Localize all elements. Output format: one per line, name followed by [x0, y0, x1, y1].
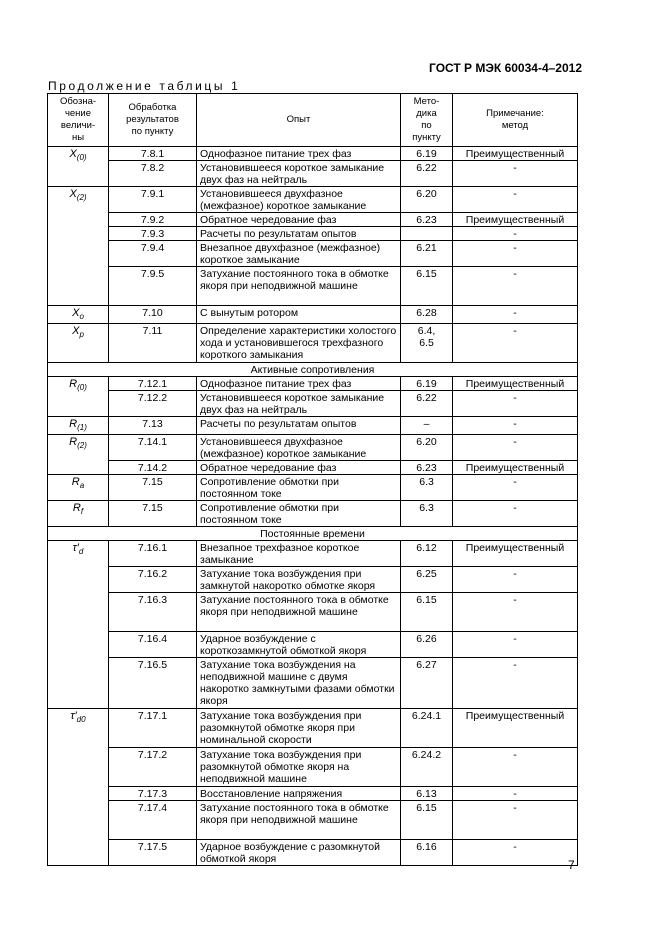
cell-method: 6.3 [401, 501, 453, 527]
cell-test: Расчеты по результатам опытов [197, 417, 401, 435]
cell-method: 6.4, 6.5 [401, 324, 453, 363]
cell-test: Обратное чередование фаз [197, 461, 401, 475]
cell-method: 6.23 [401, 461, 453, 475]
cell-note: Преимущественный [453, 541, 578, 567]
cell-processing: 7.11 [109, 324, 197, 363]
cell-test: Затухание тока возбуждения при замкнутой накоротко обмотке якоря [197, 567, 401, 593]
cell-processing: 7.17.5 [109, 840, 197, 866]
cell-note: - [453, 840, 578, 866]
cell-test: Обратное чередование фаз [197, 213, 401, 227]
cell-processing: 7.14.1 [109, 435, 197, 461]
cell-processing: 7.9.3 [109, 227, 197, 241]
cell-note: Преимущественный [453, 461, 578, 475]
cell-test: Установившееся двухфазное (межфазное) короткое замыкание [197, 435, 401, 461]
cell-test: Ударное возбуждение с разомкнутой обмоткой якоря [197, 840, 401, 866]
cell-processing: 7.13 [109, 417, 197, 435]
cell-note: - [453, 787, 578, 801]
cell-method: 6.19 [401, 377, 453, 391]
page-number: 7 [568, 858, 575, 872]
cell-processing: 7.15 [109, 501, 197, 527]
symbol-rf: $R_f$ [48, 501, 109, 527]
cell-method: 6.28 [401, 306, 453, 324]
cell-processing: 7.16.4 [109, 632, 197, 658]
cell-processing: 7.16.2 [109, 567, 197, 593]
cell-test: Затухание постоянного тока в обмотке якоря при неподвижной машине [197, 593, 401, 632]
cell-method: 6.25 [401, 567, 453, 593]
cell-test: Сопротивление обмотки при постоянном токе [197, 475, 401, 501]
cell-test: Однофазное питание трех фаз [197, 147, 401, 161]
cell-test: Затухание тока возбуждения при разомкнутой обмотке якоря при номинальной скорости [197, 709, 401, 748]
cell-method: 6.13 [401, 787, 453, 801]
cell-processing: 7.17.1 [109, 709, 197, 748]
cell-test: Затухание тока возбуждения на неподвижной машине с двумя накоротко замкнутыми фазами обмотки якоря [197, 658, 401, 709]
cell-method: 6.12 [401, 541, 453, 567]
symbol-x0: $X_{(0)}$ [48, 147, 109, 187]
cell-test: Внезапное двухфазное (межфазное) короткое замыкание [197, 241, 401, 267]
cell-processing: 7.15 [109, 475, 197, 501]
cell-method: 6.24.1 [401, 709, 453, 748]
col-header-method: Мето- дика по пункту [401, 94, 453, 147]
cell-method: 6.23 [401, 213, 453, 227]
col-header-processing: Обработка результатов по пункту [109, 94, 197, 147]
symbol-r2: $R_{(2)}$ [48, 435, 109, 475]
cell-processing: 7.8.2 [109, 161, 197, 187]
cell-processing: 7.16.1 [109, 541, 197, 567]
symbol-ra: $R_a$ [48, 475, 109, 501]
cell-note: - [453, 632, 578, 658]
cell-note: - [453, 501, 578, 527]
symbol-xp: $X_p$ [48, 324, 109, 363]
cell-note: - [453, 435, 578, 461]
symbol-tau-d: $\tau'_d$ [48, 541, 109, 709]
cell-note: - [453, 306, 578, 324]
cell-test: Внезапное трехфазное короткое замыкание [197, 541, 401, 567]
cell-method: 6.24.2 [401, 748, 453, 787]
cell-processing: 7.16.3 [109, 593, 197, 632]
cell-method: 6.15 [401, 267, 453, 306]
cell-method [401, 227, 453, 241]
cell-note: Преимущественный [453, 377, 578, 391]
cell-test: Сопротивление обмотки при постоянном токе [197, 501, 401, 527]
cell-note: - [453, 801, 578, 840]
cell-test: Восстановление напряжения [197, 787, 401, 801]
section-active-resistances: Активные сопротивления [48, 363, 578, 377]
cell-note: - [453, 187, 578, 213]
cell-method: 6.21 [401, 241, 453, 267]
cell-note: Преимущественный [453, 213, 578, 227]
cell-processing: 7.17.2 [109, 748, 197, 787]
cell-note: - [453, 161, 578, 187]
cell-method: 6.15 [401, 593, 453, 632]
cell-processing: 7.12.2 [109, 391, 197, 417]
cell-note: - [453, 391, 578, 417]
cell-method: 6.20 [401, 187, 453, 213]
symbol-tau-d0: $\tau'_{d0}$ [48, 709, 109, 866]
cell-method: 6.26 [401, 632, 453, 658]
cell-test: Затухание постоянного тока в обмотке якоря при неподвижной машине [197, 267, 401, 306]
tests-table [47, 93, 578, 866]
cell-note: - [453, 593, 578, 632]
cell-method: 6.19 [401, 147, 453, 161]
symbol-r1: $R_{(1)}$ [48, 417, 109, 435]
cell-processing: 7.9.4 [109, 241, 197, 267]
cell-processing: 7.10 [109, 306, 197, 324]
document-header: ГОСТ Р МЭК 60034-4–2012 [429, 61, 582, 75]
cell-processing: 7.17.3 [109, 787, 197, 801]
col-header-note: Примечание: метод [453, 94, 578, 147]
table-caption: Продолжение таблицы 1 [48, 79, 241, 93]
cell-processing: 7.16.5 [109, 658, 197, 709]
cell-method: 6.16 [401, 840, 453, 866]
section-time-constants: Постоянные времени [48, 527, 578, 541]
cell-note: Преимущественный [453, 709, 578, 748]
cell-method: 6.20 [401, 435, 453, 461]
cell-processing: 7.8.1 [109, 147, 197, 161]
cell-note: Преимущественный [453, 147, 578, 161]
cell-method: 6.27 [401, 658, 453, 709]
cell-test: Затухание тока возбуждения при разомкнутой обмотке якоря на неподвижной машине [197, 748, 401, 787]
cell-note: - [453, 241, 578, 267]
cell-method: 6.22 [401, 161, 453, 187]
cell-test: Установившееся короткое замыкание двух фаз на нейтраль [197, 391, 401, 417]
cell-processing: 7.9.2 [109, 213, 197, 227]
cell-test: Затухание постоянного тока в обмотке якоря при неподвижной машине [197, 801, 401, 840]
cell-note: - [453, 748, 578, 787]
cell-note: - [453, 658, 578, 709]
cell-note: - [453, 324, 578, 363]
cell-test: Установившееся двухфазное (межфазное) короткое замыкание [197, 187, 401, 213]
cell-test: Установившееся короткое замыкание двух фаз на нейтраль [197, 161, 401, 187]
cell-note: - [453, 267, 578, 306]
symbol-x2: $X_{(2)}$ [48, 187, 109, 306]
cell-method: 6.15 [401, 801, 453, 840]
cell-test: Ударное возбуждение с короткозамкнутой обмоткой якоря [197, 632, 401, 658]
cell-processing: 7.12.1 [109, 377, 197, 391]
cell-processing: 7.9.1 [109, 187, 197, 213]
symbol-xo: $X_o$ [48, 306, 109, 324]
cell-note: - [453, 417, 578, 435]
cell-processing: 7.17.4 [109, 801, 197, 840]
cell-note: - [453, 567, 578, 593]
cell-processing: 7.14.2 [109, 461, 197, 475]
cell-test: Однофазное питание трех фаз [197, 377, 401, 391]
cell-test: Расчеты по результатам опытов [197, 227, 401, 241]
cell-test: Определение характеристики холостого хода и установившегося трехфазного короткого замыкания [197, 324, 401, 363]
cell-note: - [453, 227, 578, 241]
cell-method: 6.3 [401, 475, 453, 501]
cell-processing: 7.9.5 [109, 267, 197, 306]
symbol-r0: $R_{(0)}$ [48, 377, 109, 417]
cell-method: 6.22 [401, 391, 453, 417]
cell-method: – [401, 417, 453, 435]
col-header-test: Опыт [197, 94, 401, 147]
col-header-quantity: Обозна- чение величи- ны [48, 94, 109, 147]
cell-note: - [453, 475, 578, 501]
cell-test: С вынутым ротором [197, 306, 401, 324]
